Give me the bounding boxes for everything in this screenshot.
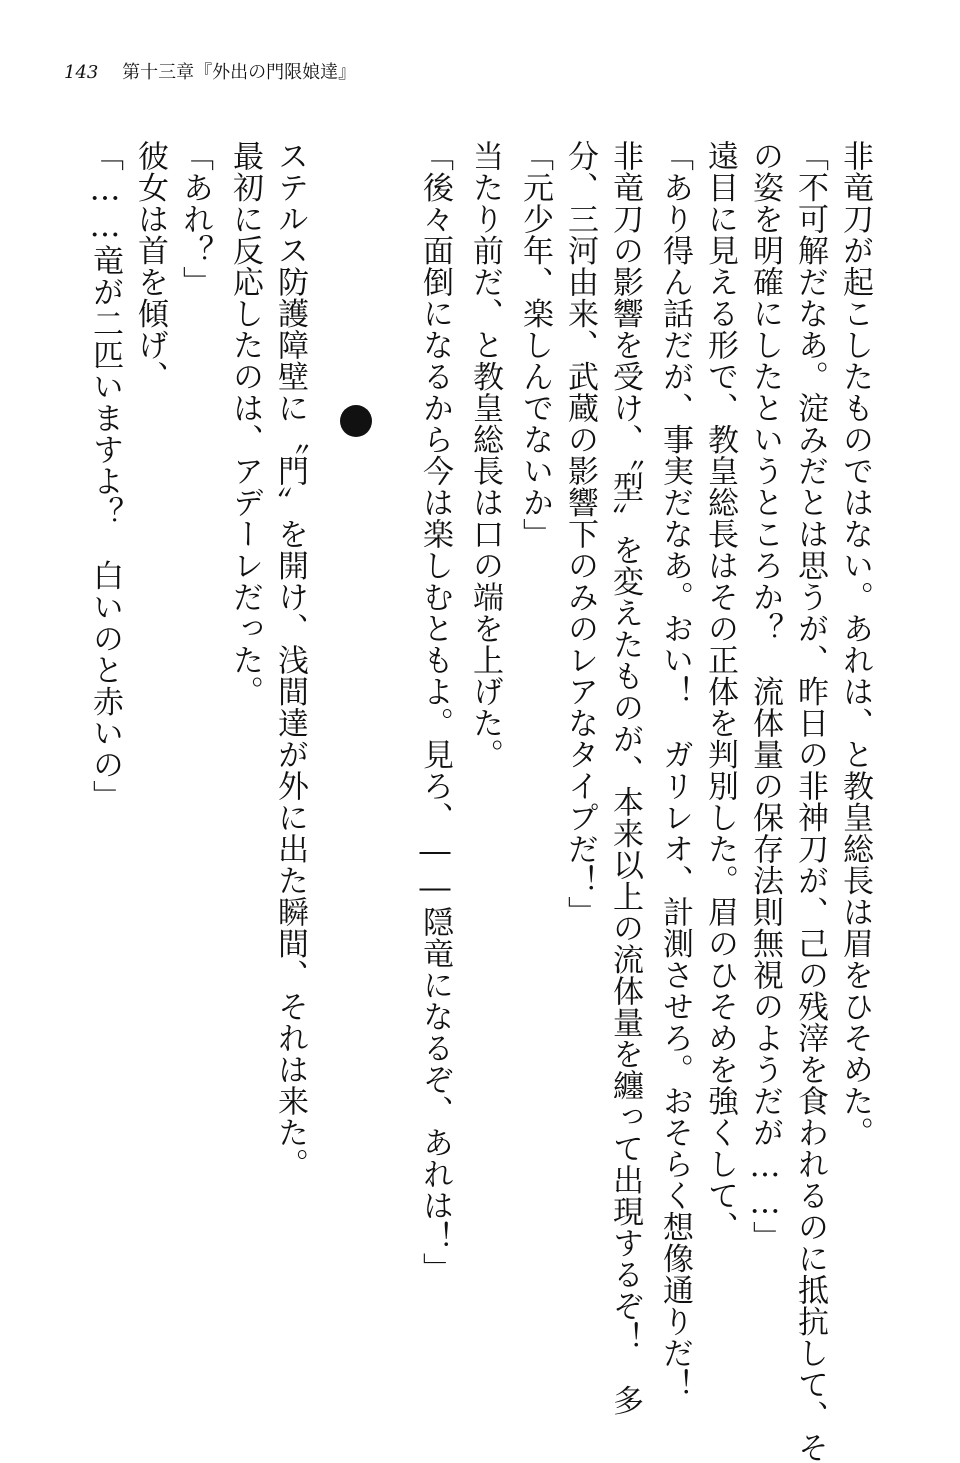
text-column: 当たり前だ、と教皇総長は口の端を上げた。 [467, 140, 503, 770]
text-column: 非竜刀が起こしたものではない。あれは、と教皇総長は眉をひそめた。 [837, 140, 873, 1148]
text-column: 遠目に見える形で、教皇総長はその正体を判別した。眉のひそめを強くして、 [702, 140, 738, 1243]
text-column: 最初に反応したのは、アデーレだった。 [227, 140, 263, 707]
text-column: 「あり得ん話だが、事実だなあ。おい！ ガリレオ、計測させろ。おそらく想像通りだ！ [657, 140, 693, 1400]
text-column: 彼女は首を傾げ、 [132, 140, 168, 392]
text-column: 「……竜が二匹いますよ？ 白いのと赤いの」 [87, 140, 123, 812]
text-column: 「あれ？」 [177, 140, 213, 298]
text-column: 「不可解だなあ。淀みだとは思うが、昨日の非神刀が、己の残滓を食われるのに抵抗して、そ [792, 140, 828, 1463]
text-column: ステルス防護障壁に〝門〟を開け、浅間達が外に出た瞬間、それは来た。 [272, 140, 308, 1180]
text-column: 「元少年、楽しんでないか」 [517, 140, 553, 550]
text-column: の姿を明確にしたというところか？ 流体量の保存法則無視のようだが……」 [747, 140, 783, 1253]
running-header [64, 58, 356, 84]
page-number: 143 [64, 62, 99, 83]
chapter-title: 第十三章『外出の門限娘達』 [122, 62, 357, 83]
text-column: 分、三河由来、武蔵の影響下のみのレアなタイプだ！」 [562, 140, 598, 928]
text-column: 「後々面倒になるから今は楽しむともよ。見ろ、――隠竜になるぞ、あれは！」 [417, 140, 453, 1284]
text-column: 非竜刀の影響を受け、〝型〟を変えたものが、本来以上の流体量を纏って出現するぞ！ 多 [607, 140, 643, 1416]
scene-break-dot [340, 405, 372, 437]
